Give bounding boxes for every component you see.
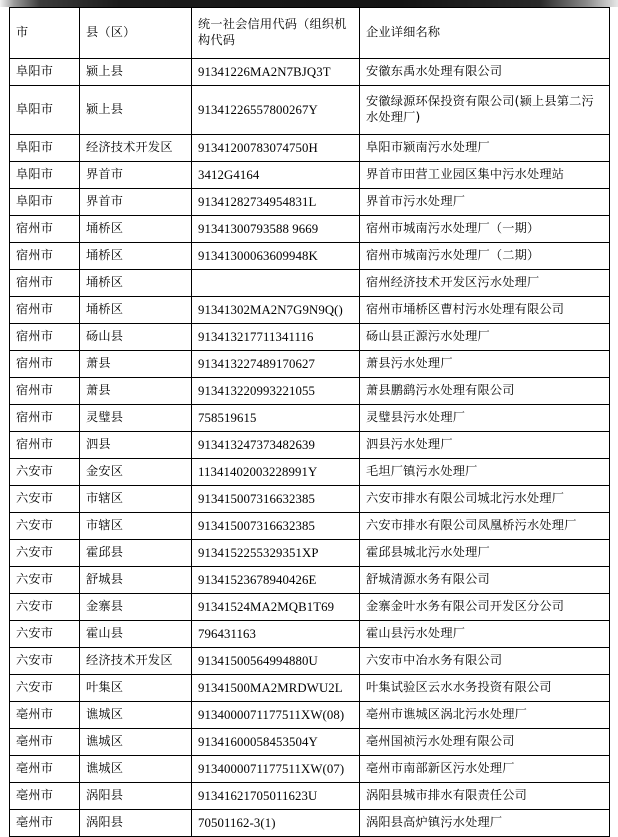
cell-enterprise-name: 霍邱县城北污水处理厂	[360, 540, 610, 567]
cell-city: 六安市	[10, 459, 80, 486]
cell-city: 六安市	[10, 486, 80, 513]
table-row	[10, 297, 610, 324]
cell-city: 六安市	[10, 675, 80, 702]
cell-credit-code	[192, 270, 360, 297]
cell-county: 市辖区	[80, 486, 192, 513]
cell-city: 宿州市	[10, 405, 80, 432]
cell-credit-code: 70501162-3(1)	[192, 810, 360, 837]
table-row	[10, 513, 610, 540]
cell-county: 市辖区	[80, 513, 192, 540]
cell-city: 宿州市	[10, 216, 80, 243]
cell-city: 亳州市	[10, 756, 80, 783]
cell-credit-code: 91341300793588 9669	[192, 216, 360, 243]
table-row	[10, 324, 610, 351]
table-row	[10, 216, 610, 243]
table-row	[10, 729, 610, 756]
cell-enterprise-name: 泗县污水处理厂	[360, 432, 610, 459]
cell-enterprise-name: 安徽绿源环保投资有限公司(颍上县第二污水处理厂)	[360, 86, 610, 135]
cell-enterprise-name: 六安市中冶水务有限公司	[360, 648, 610, 675]
table-row	[10, 432, 610, 459]
cell-credit-code: 91341621705011623U	[192, 783, 360, 810]
table-sheet	[0, 7, 618, 830]
cell-enterprise-name: 界首市田营工业园区集中污水处理站	[360, 162, 610, 189]
cell-county: 谯城区	[80, 756, 192, 783]
cell-city: 六安市	[10, 594, 80, 621]
cell-city: 宿州市	[10, 270, 80, 297]
table-row	[10, 459, 610, 486]
table-row	[10, 567, 610, 594]
cell-credit-code: 91341523678940426E	[192, 567, 360, 594]
table-header	[10, 8, 610, 59]
cell-enterprise-name: 霍山县污水处理厂	[360, 621, 610, 648]
cell-credit-code: 913415007316632385	[192, 513, 360, 540]
cell-county: 金安区	[80, 459, 192, 486]
cell-county: 颍上县	[80, 59, 192, 86]
cell-enterprise-name: 阜阳市颍南污水处理厂	[360, 135, 610, 162]
cell-enterprise-name: 毛坦厂镇污水处理厂	[360, 459, 610, 486]
table-row	[10, 675, 610, 702]
cell-enterprise-name: 六安市排水有限公司城北污水处理厂	[360, 486, 610, 513]
table-body	[10, 59, 610, 837]
cell-enterprise-name: 舒城清源水务有限公司	[360, 567, 610, 594]
cell-city: 宿州市	[10, 432, 80, 459]
cell-credit-code: 758519615	[192, 405, 360, 432]
cell-enterprise-name: 涡阳县城市排水有限责任公司	[360, 783, 610, 810]
cell-city: 宿州市	[10, 378, 80, 405]
cell-city: 亳州市	[10, 810, 80, 837]
cell-city: 宿州市	[10, 351, 80, 378]
cell-enterprise-name: 宿州市城南污水处理厂（二期）	[360, 243, 610, 270]
cell-credit-code: 913413217711341116	[192, 324, 360, 351]
cell-credit-code: 9134000071177511XW(07)	[192, 756, 360, 783]
cell-enterprise-name: 亳州国祯污水处理有限公司	[360, 729, 610, 756]
cell-credit-code: 91341226557800267Y	[192, 86, 360, 135]
cell-county: 霍邱县	[80, 540, 192, 567]
cell-enterprise-name: 灵璧县污水处理厂	[360, 405, 610, 432]
cell-county: 金寨县	[80, 594, 192, 621]
cell-credit-code: 91341200783074750H	[192, 135, 360, 162]
cell-county: 霍山县	[80, 621, 192, 648]
column-header-city: 市	[10, 8, 80, 59]
cell-city: 亳州市	[10, 783, 80, 810]
cell-city: 宿州市	[10, 324, 80, 351]
cell-credit-code: 91341300063609948K	[192, 243, 360, 270]
cell-enterprise-name: 叶集试验区云水水务投资有限公司	[360, 675, 610, 702]
table-row	[10, 351, 610, 378]
cell-county: 界首市	[80, 189, 192, 216]
table-row	[10, 702, 610, 729]
cell-county: 颍上县	[80, 86, 192, 135]
cell-enterprise-name: 金寨金叶水务有限公司开发区分公司	[360, 594, 610, 621]
cell-city: 六安市	[10, 648, 80, 675]
cell-enterprise-name: 萧县污水处理厂	[360, 351, 610, 378]
cell-county: 谯城区	[80, 702, 192, 729]
table-row	[10, 486, 610, 513]
cell-credit-code: 913413227489170627	[192, 351, 360, 378]
cell-credit-code: 91341600058453504Y	[192, 729, 360, 756]
cell-city: 阜阳市	[10, 162, 80, 189]
table-row	[10, 59, 610, 86]
cell-county: 萧县	[80, 378, 192, 405]
cell-county: 埇桥区	[80, 270, 192, 297]
table-row	[10, 378, 610, 405]
cell-enterprise-name: 宿州经济技术开发区污水处理厂	[360, 270, 610, 297]
table-row	[10, 783, 610, 810]
cell-county: 界首市	[80, 162, 192, 189]
enterprise-table	[9, 7, 610, 837]
table-row	[10, 135, 610, 162]
cell-city: 阜阳市	[10, 135, 80, 162]
cell-enterprise-name: 萧县鹏鹞污水处理有限公司	[360, 378, 610, 405]
table-row	[10, 162, 610, 189]
cell-enterprise-name: 宿州市城南污水处理厂（一期）	[360, 216, 610, 243]
cell-county: 泗县	[80, 432, 192, 459]
cell-city: 六安市	[10, 540, 80, 567]
cell-county: 经济技术开发区	[80, 648, 192, 675]
table-row	[10, 810, 610, 837]
cell-credit-code: 9134152255329351XP	[192, 540, 360, 567]
cell-enterprise-name: 安徽东禹水处理有限公司	[360, 59, 610, 86]
cell-credit-code: 91341226MA2N7BJQ3T	[192, 59, 360, 86]
cell-enterprise-name: 亳州市谯城区涡北污水处理厂	[360, 702, 610, 729]
cell-city: 六安市	[10, 513, 80, 540]
cell-enterprise-name: 宿州市埇桥区曹村污水处理有限公司	[360, 297, 610, 324]
cell-county: 埇桥区	[80, 297, 192, 324]
cell-credit-code: 91341302MA2N7G9N9Q()	[192, 297, 360, 324]
table-row	[10, 756, 610, 783]
column-header-code: 统一社会信用代码（组织机构代码	[192, 8, 360, 59]
cell-county: 萧县	[80, 351, 192, 378]
cell-credit-code: 91341500564994880U	[192, 648, 360, 675]
cell-credit-code: 91341500MA2MRDWU2L	[192, 675, 360, 702]
cell-city: 亳州市	[10, 702, 80, 729]
table-row	[10, 648, 610, 675]
cell-city: 亳州市	[10, 729, 80, 756]
cell-credit-code: 796431163	[192, 621, 360, 648]
cell-county: 灵璧县	[80, 405, 192, 432]
table-header-row	[10, 8, 610, 59]
cell-credit-code: 9134000071177511XW(08)	[192, 702, 360, 729]
column-header-name: 企业详细名称	[360, 8, 610, 59]
cell-city: 宿州市	[10, 297, 80, 324]
cell-county: 砀山县	[80, 324, 192, 351]
cell-county: 涡阳县	[80, 783, 192, 810]
cell-city: 阜阳市	[10, 86, 80, 135]
cell-credit-code: 91341524MA2MQB1T69	[192, 594, 360, 621]
table-row	[10, 621, 610, 648]
scan-edge-bar	[0, 0, 618, 7]
table-row	[10, 405, 610, 432]
table-row	[10, 594, 610, 621]
table-row	[10, 243, 610, 270]
cell-enterprise-name: 六安市排水有限公司凤凰桥污水处理厂	[360, 513, 610, 540]
cell-county: 经济技术开发区	[80, 135, 192, 162]
table-row	[10, 540, 610, 567]
cell-city: 六安市	[10, 621, 80, 648]
cell-county: 埇桥区	[80, 216, 192, 243]
cell-city: 阜阳市	[10, 189, 80, 216]
cell-county: 舒城县	[80, 567, 192, 594]
cell-enterprise-name: 砀山县正源污水处理厂	[360, 324, 610, 351]
table-row	[10, 86, 610, 135]
cell-credit-code: 91341282734954831L	[192, 189, 360, 216]
cell-enterprise-name: 亳州市南部新区污水处理厂	[360, 756, 610, 783]
cell-credit-code: 913415007316632385	[192, 486, 360, 513]
cell-county: 埇桥区	[80, 243, 192, 270]
column-header-county: 县（区）	[80, 8, 192, 59]
cell-county: 叶集区	[80, 675, 192, 702]
cell-county: 谯城区	[80, 729, 192, 756]
table-row	[10, 189, 610, 216]
cell-credit-code: 11341402003228991Y	[192, 459, 360, 486]
cell-credit-code: 913413220993221055	[192, 378, 360, 405]
cell-enterprise-name: 涡阳县高炉镇污水处理厂	[360, 810, 610, 837]
cell-credit-code: 3412G4164	[192, 162, 360, 189]
cell-city: 六安市	[10, 567, 80, 594]
cell-enterprise-name: 界首市污水处理厂	[360, 189, 610, 216]
table-row	[10, 270, 610, 297]
cell-city: 宿州市	[10, 243, 80, 270]
cell-city: 阜阳市	[10, 59, 80, 86]
cell-credit-code: 913413247373482639	[192, 432, 360, 459]
cell-county: 涡阳县	[80, 810, 192, 837]
